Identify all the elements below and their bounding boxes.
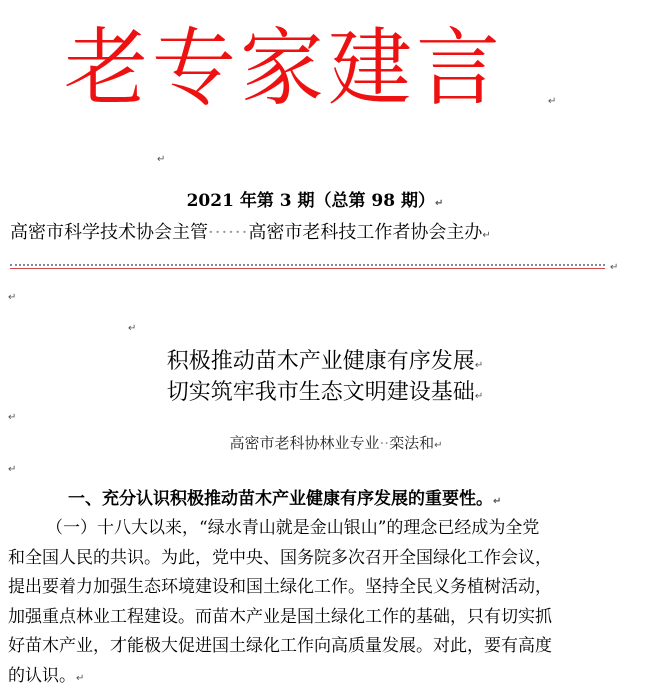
- issue-number: [0, 186, 630, 211]
- article-title-line2: [0, 375, 650, 406]
- paragraph-mark: ↵: [128, 323, 136, 334]
- paragraph-mark: ↵: [493, 496, 501, 507]
- paragraph-line-last: [8, 662, 656, 693]
- article-title-line1: [0, 344, 650, 375]
- paragraph-line: 提出要着力加强生态环境建设和国土绿化工作。坚持全民义务植树活动，: [8, 573, 656, 603]
- sponsor-separator: ······: [208, 222, 248, 243]
- author-line: [0, 432, 672, 453]
- paragraph-mark: ↵: [434, 440, 442, 451]
- paragraph-mark: ↵: [475, 360, 483, 371]
- title-line2-text: 切实筑牢我市生态文明建设基础: [167, 380, 475, 405]
- header-dotted-rule: [10, 264, 605, 266]
- section-heading: [68, 484, 501, 509]
- paragraph-mark: ↵: [76, 673, 84, 684]
- paragraph-mark: ↵: [8, 464, 16, 475]
- paragraph-mark: ↵: [435, 198, 443, 209]
- paragraph-mark: ↵: [8, 292, 16, 303]
- paragraph-mark: ↵: [8, 412, 16, 423]
- paragraph-last-text: 的认识。: [8, 666, 76, 686]
- paragraph-line: 和全国人民的共识。为此，党中央、国务院多次召开全国绿化工作会议，: [8, 544, 656, 574]
- section-heading-text: 一、充分认识积极推动苗木产业健康有序发展的重要性。: [68, 489, 493, 509]
- issue-text: 2021 年第 3 期（总第 98 期）: [187, 191, 435, 211]
- sponsor-right: 高密市老科技工作者协会主办: [248, 222, 482, 243]
- author-separator: ··: [380, 434, 390, 452]
- sponsor-line: [10, 218, 491, 244]
- paragraph-line: （一）十八大以来，“绿水青山就是金山银山”的理念已经成为全党: [8, 514, 656, 544]
- author-org: 高密市老科协林业专业: [230, 434, 380, 452]
- paragraph-mark: ↵: [475, 391, 483, 402]
- paragraph-line: 加强重点林业工程建设。而苗木产业是国土绿化工作的基础，只有切实抓: [8, 603, 656, 633]
- title-line1-text: 积极推动苗木产业健康有序发展: [167, 349, 475, 374]
- header-red-rule: [10, 268, 605, 269]
- masthead-title: 老专家建言: [64, 18, 504, 118]
- paragraph-mark: ↵: [548, 96, 556, 107]
- paragraph-mark: ↵: [482, 230, 490, 241]
- paragraph-mark: ↵: [157, 154, 165, 165]
- paragraph-line: 好苗木产业，才能极大促进国土绿化工作向高质量发展。对此，要有高度: [8, 632, 656, 662]
- body-paragraph: [8, 514, 656, 693]
- author-name: 栾法和: [389, 434, 434, 452]
- paragraph-mark: ↵: [610, 262, 618, 273]
- sponsor-left: 高密市科学技术协会主管: [10, 222, 208, 243]
